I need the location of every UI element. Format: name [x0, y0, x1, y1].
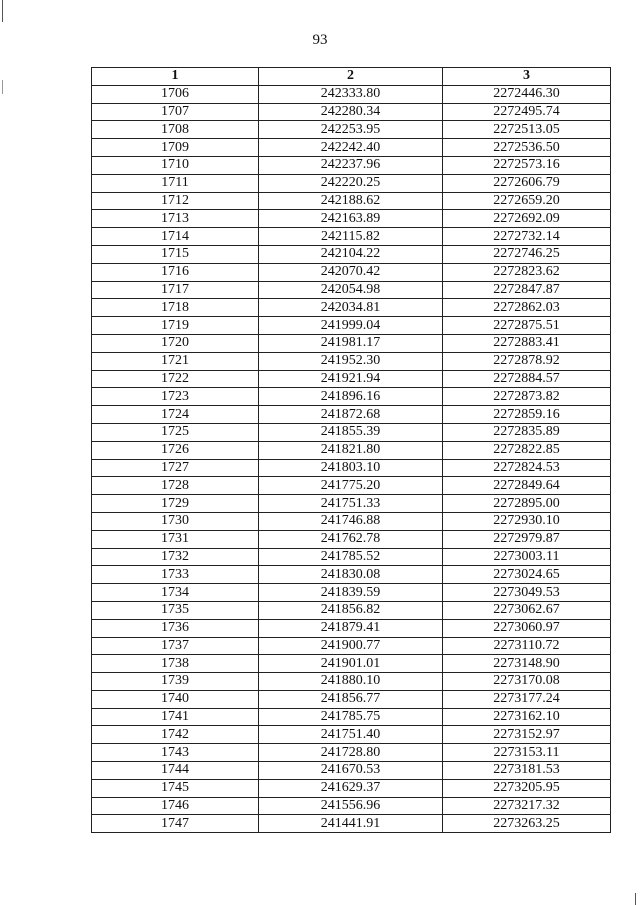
cell-x-coordinate: 241556.96	[259, 797, 443, 815]
table-row	[92, 495, 611, 513]
cell-x-coordinate: 241921.94	[259, 370, 443, 388]
cell-x-coordinate: 241896.16	[259, 388, 443, 406]
cell-point-number: 1731	[92, 530, 259, 548]
cell-x-coordinate: 241879.41	[259, 619, 443, 637]
cell-y-coordinate: 2272862.03	[443, 299, 611, 317]
cell-y-coordinate: 2272847.87	[443, 281, 611, 299]
cell-x-coordinate: 241751.33	[259, 495, 443, 513]
cell-point-number: 1738	[92, 655, 259, 673]
cell-point-number: 1745	[92, 779, 259, 797]
cell-x-coordinate: 241952.30	[259, 352, 443, 370]
cell-point-number: 1710	[92, 156, 259, 174]
cell-point-number: 1717	[92, 281, 259, 299]
cell-point-number: 1734	[92, 584, 259, 602]
cell-y-coordinate: 2272883.41	[443, 334, 611, 352]
cell-y-coordinate: 2272895.00	[443, 495, 611, 513]
cell-y-coordinate: 2272859.16	[443, 406, 611, 424]
cell-point-number: 1730	[92, 512, 259, 530]
cell-y-coordinate: 2273205.95	[443, 779, 611, 797]
table-row	[92, 423, 611, 441]
cell-y-coordinate: 2273148.90	[443, 655, 611, 673]
cell-point-number: 1732	[92, 548, 259, 566]
table-row	[92, 139, 611, 157]
table-row	[92, 103, 611, 121]
cell-y-coordinate: 2273003.11	[443, 548, 611, 566]
table-row	[92, 673, 611, 691]
cell-y-coordinate: 2273177.24	[443, 690, 611, 708]
cell-x-coordinate: 241785.75	[259, 708, 443, 726]
cell-y-coordinate: 2273152.97	[443, 726, 611, 744]
cell-y-coordinate: 2273049.53	[443, 584, 611, 602]
table-row	[92, 566, 611, 584]
table-row	[92, 548, 611, 566]
cell-x-coordinate: 241856.82	[259, 601, 443, 619]
cell-y-coordinate: 2272979.87	[443, 530, 611, 548]
cell-point-number: 1712	[92, 192, 259, 210]
cell-y-coordinate: 2273110.72	[443, 637, 611, 655]
column-header-x-coordinate: 2	[259, 68, 443, 86]
cell-point-number: 1746	[92, 797, 259, 815]
table-row	[92, 192, 611, 210]
cell-y-coordinate: 2272692.09	[443, 210, 611, 228]
table-row	[92, 797, 611, 815]
table-row	[92, 512, 611, 530]
cell-point-number: 1747	[92, 815, 259, 833]
cell-x-coordinate: 241856.77	[259, 690, 443, 708]
cell-x-coordinate: 242280.34	[259, 103, 443, 121]
cell-y-coordinate: 2272824.53	[443, 459, 611, 477]
cell-x-coordinate: 241999.04	[259, 317, 443, 335]
cell-y-coordinate: 2272732.14	[443, 228, 611, 246]
cell-x-coordinate: 241441.91	[259, 815, 443, 833]
table-row	[92, 121, 611, 139]
table-row	[92, 406, 611, 424]
table-row	[92, 334, 611, 352]
table-row	[92, 655, 611, 673]
table-row	[92, 156, 611, 174]
cell-y-coordinate: 2273162.10	[443, 708, 611, 726]
cell-y-coordinate: 2272884.57	[443, 370, 611, 388]
cell-x-coordinate: 241901.01	[259, 655, 443, 673]
cell-y-coordinate: 2273170.08	[443, 673, 611, 691]
cell-y-coordinate: 2273263.25	[443, 815, 611, 833]
table-row	[92, 601, 611, 619]
table-row	[92, 637, 611, 655]
table-row	[92, 281, 611, 299]
cell-x-coordinate: 241900.77	[259, 637, 443, 655]
table-row	[92, 85, 611, 103]
cell-y-coordinate: 2272513.05	[443, 121, 611, 139]
cell-y-coordinate: 2272536.50	[443, 139, 611, 157]
table-row	[92, 744, 611, 762]
cell-x-coordinate: 241880.10	[259, 673, 443, 691]
cell-point-number: 1716	[92, 263, 259, 281]
cell-point-number: 1744	[92, 762, 259, 780]
cell-y-coordinate: 2272849.64	[443, 477, 611, 495]
cell-x-coordinate: 242054.98	[259, 281, 443, 299]
cell-y-coordinate: 2273062.67	[443, 601, 611, 619]
cell-y-coordinate: 2272835.89	[443, 423, 611, 441]
cell-x-coordinate: 241855.39	[259, 423, 443, 441]
cell-point-number: 1709	[92, 139, 259, 157]
cell-y-coordinate: 2272873.82	[443, 388, 611, 406]
cell-point-number: 1740	[92, 690, 259, 708]
cell-y-coordinate: 2272746.25	[443, 245, 611, 263]
table-row	[92, 388, 611, 406]
table-row	[92, 619, 611, 637]
table-row	[92, 299, 611, 317]
cell-point-number: 1720	[92, 334, 259, 352]
cell-point-number: 1711	[92, 174, 259, 192]
cell-x-coordinate: 242333.80	[259, 85, 443, 103]
cell-y-coordinate: 2272822.85	[443, 441, 611, 459]
cell-x-coordinate: 241839.59	[259, 584, 443, 602]
cell-point-number: 1726	[92, 441, 259, 459]
cell-x-coordinate: 242253.95	[259, 121, 443, 139]
cell-y-coordinate: 2272878.92	[443, 352, 611, 370]
cell-point-number: 1737	[92, 637, 259, 655]
table-row	[92, 370, 611, 388]
cell-point-number: 1723	[92, 388, 259, 406]
cell-x-coordinate: 241830.08	[259, 566, 443, 584]
table-row	[92, 726, 611, 744]
cell-x-coordinate: 241751.40	[259, 726, 443, 744]
table-row	[92, 530, 611, 548]
cell-point-number: 1736	[92, 619, 259, 637]
cell-y-coordinate: 2273153.11	[443, 744, 611, 762]
cell-point-number: 1739	[92, 673, 259, 691]
cell-point-number: 1741	[92, 708, 259, 726]
cell-point-number: 1722	[92, 370, 259, 388]
scan-margin-mark	[2, 0, 3, 22]
cell-point-number: 1718	[92, 299, 259, 317]
table-header-row	[92, 68, 611, 86]
cell-x-coordinate: 241629.37	[259, 779, 443, 797]
table-row	[92, 584, 611, 602]
cell-y-coordinate: 2272875.51	[443, 317, 611, 335]
cell-x-coordinate: 242188.62	[259, 192, 443, 210]
table-row	[92, 815, 611, 833]
cell-x-coordinate: 241775.20	[259, 477, 443, 495]
cell-point-number: 1735	[92, 601, 259, 619]
cell-y-coordinate: 2273217.32	[443, 797, 611, 815]
cell-point-number: 1725	[92, 423, 259, 441]
cell-x-coordinate: 241981.17	[259, 334, 443, 352]
table-row	[92, 228, 611, 246]
scan-edge-mark	[635, 893, 636, 905]
cell-x-coordinate: 242237.96	[259, 156, 443, 174]
cell-point-number: 1733	[92, 566, 259, 584]
cell-y-coordinate: 2272495.74	[443, 103, 611, 121]
table-row	[92, 263, 611, 281]
cell-point-number: 1707	[92, 103, 259, 121]
cell-y-coordinate: 2272823.62	[443, 263, 611, 281]
cell-point-number: 1727	[92, 459, 259, 477]
scan-margin-mark	[2, 80, 3, 94]
cell-x-coordinate: 241746.88	[259, 512, 443, 530]
table-row	[92, 441, 611, 459]
cell-point-number: 1721	[92, 352, 259, 370]
cell-x-coordinate: 241728.80	[259, 744, 443, 762]
cell-y-coordinate: 2272659.20	[443, 192, 611, 210]
table-row	[92, 779, 611, 797]
table-row	[92, 317, 611, 335]
cell-y-coordinate: 2273024.65	[443, 566, 611, 584]
cell-x-coordinate: 241670.53	[259, 762, 443, 780]
cell-y-coordinate: 2273060.97	[443, 619, 611, 637]
cell-point-number: 1706	[92, 85, 259, 103]
coordinates-table	[91, 67, 611, 833]
table-row	[92, 762, 611, 780]
cell-point-number: 1743	[92, 744, 259, 762]
table-row	[92, 708, 611, 726]
cell-x-coordinate: 242034.81	[259, 299, 443, 317]
cell-y-coordinate: 2272573.16	[443, 156, 611, 174]
table-row	[92, 352, 611, 370]
cell-point-number: 1714	[92, 228, 259, 246]
table-row	[92, 477, 611, 495]
table-row	[92, 690, 611, 708]
cell-x-coordinate: 242242.40	[259, 139, 443, 157]
cell-x-coordinate: 241821.80	[259, 441, 443, 459]
cell-point-number: 1724	[92, 406, 259, 424]
cell-x-coordinate: 242104.22	[259, 245, 443, 263]
cell-x-coordinate: 242115.82	[259, 228, 443, 246]
cell-x-coordinate: 242220.25	[259, 174, 443, 192]
cell-point-number: 1713	[92, 210, 259, 228]
table-row	[92, 459, 611, 477]
table-row	[92, 174, 611, 192]
cell-x-coordinate: 241785.52	[259, 548, 443, 566]
cell-x-coordinate: 242163.89	[259, 210, 443, 228]
cell-point-number: 1729	[92, 495, 259, 513]
page-number: 93	[312, 32, 328, 48]
cell-y-coordinate: 2272446.30	[443, 85, 611, 103]
cell-x-coordinate: 241803.10	[259, 459, 443, 477]
cell-x-coordinate: 242070.42	[259, 263, 443, 281]
cell-point-number: 1719	[92, 317, 259, 335]
cell-point-number: 1742	[92, 726, 259, 744]
cell-y-coordinate: 2272606.79	[443, 174, 611, 192]
column-header-y-coordinate: 3	[443, 68, 611, 86]
cell-x-coordinate: 241762.78	[259, 530, 443, 548]
cell-point-number: 1715	[92, 245, 259, 263]
cell-point-number: 1728	[92, 477, 259, 495]
table-body	[92, 85, 611, 832]
cell-point-number: 1708	[92, 121, 259, 139]
cell-x-coordinate: 241872.68	[259, 406, 443, 424]
cell-y-coordinate: 2272930.10	[443, 512, 611, 530]
column-header-point-number: 1	[92, 68, 259, 86]
cell-y-coordinate: 2273181.53	[443, 762, 611, 780]
table-row	[92, 245, 611, 263]
table-row	[92, 210, 611, 228]
